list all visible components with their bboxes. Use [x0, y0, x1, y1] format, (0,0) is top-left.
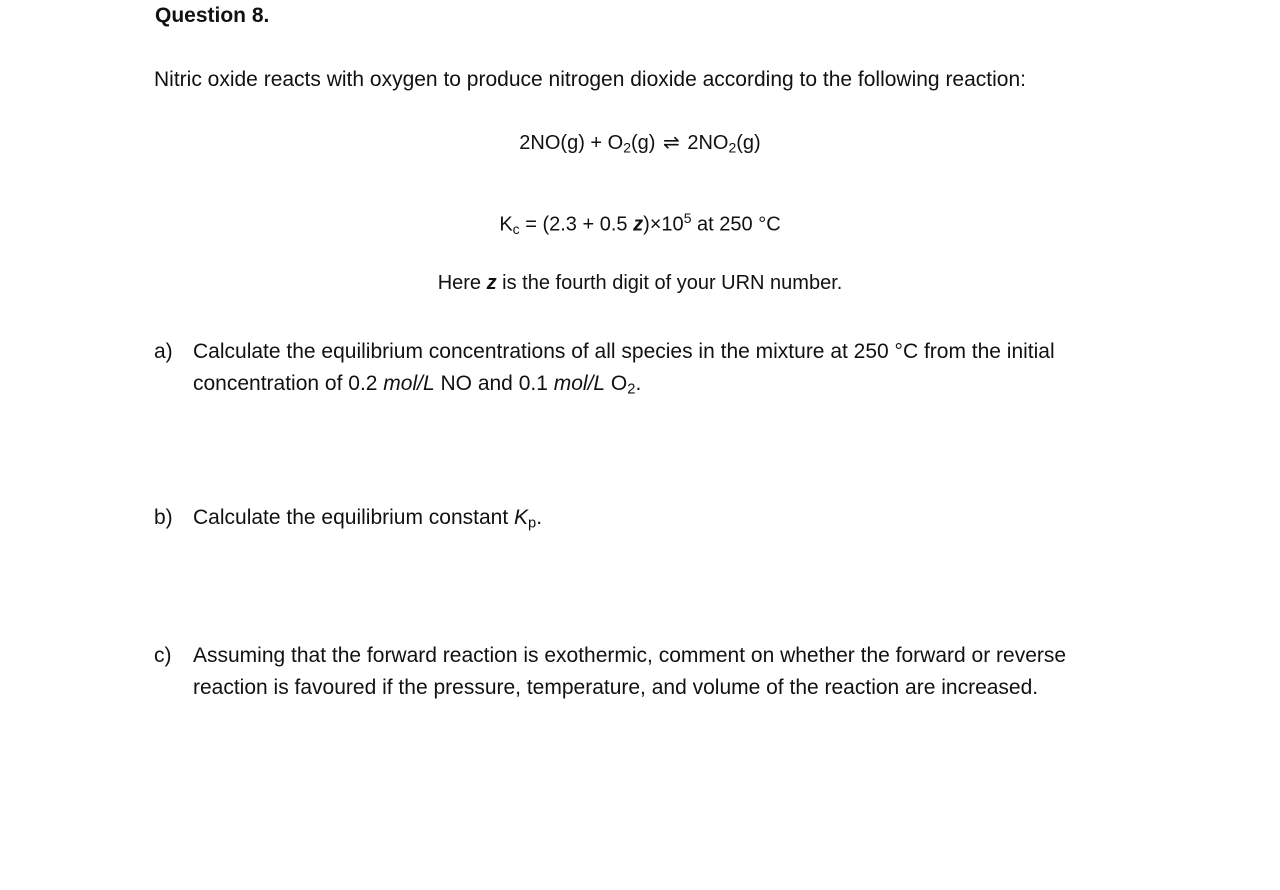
equation-lhs: 2NO(g) + O: [519, 132, 624, 154]
kc-expression-2: )×10: [643, 213, 684, 236]
kc-temperature: at 250 °C: [691, 213, 781, 236]
part-a-unit-1: mol/L: [383, 371, 435, 395]
part-b-text-1: Calculate the equilibrium constant: [193, 506, 515, 529]
part-a-subscript: 2: [627, 381, 636, 398]
part-c-label: c): [154, 644, 172, 667]
part-b: [154, 502, 1124, 540]
equation-rhs: 2NO: [687, 132, 729, 154]
equation-rhs-subscript: 2: [728, 139, 737, 156]
part-b-text: [193, 502, 1124, 540]
part-c-text: Assuming that the forward reaction is exothermic, comment on whether the forward or reverse reaction is favoured if the pressure, temperature, and volume of the reaction are increased.: [193, 644, 1067, 699]
part-a-unit-2: mol/L: [553, 371, 606, 395]
part-a-text-4: .: [635, 371, 642, 395]
part-a-label: a): [154, 340, 173, 363]
kc-subscript: c: [512, 221, 520, 238]
question-intro: Nitric oxide reacts with oxygen to produce nitrogen dioxide according to the following reaction:: [154, 68, 1026, 91]
part-a-text: [193, 336, 1124, 406]
kc-exponent: 5: [683, 210, 692, 226]
part-b-k-symbol: K: [514, 506, 529, 529]
equilibrium-constant-expression: [0, 210, 1280, 237]
part-c: [154, 640, 1124, 703]
kc-expression: = (2.3 + 0.5: [519, 213, 634, 236]
part-b-label: b): [154, 506, 173, 529]
urn-note: [0, 272, 1280, 295]
part-a-text-2: NO and 0.1: [434, 371, 554, 395]
equilibrium-arrow-icon: ⇌: [663, 132, 680, 154]
question-title: Question 8.: [155, 4, 270, 27]
equation-lhs-subscript: 2: [623, 139, 631, 156]
part-b-tail: .: [536, 506, 543, 529]
note-variable: z: [486, 272, 497, 294]
part-a-text-1: Calculate the equilibrium concentrations of all species in the mixture at 250 °C from the initial concentration of 0.2: [193, 340, 1055, 395]
equation-rhs-state: (g): [736, 132, 761, 154]
equation-lhs-state: (g): [631, 132, 656, 154]
kc-variable: z: [633, 213, 644, 236]
chemical-equation: [0, 130, 1280, 156]
note-pre: Here: [437, 272, 487, 294]
part-a: [154, 336, 1124, 406]
note-post: is the fourth digit of your URN number.: [496, 272, 843, 294]
part-b-k-subscript: p: [528, 515, 537, 532]
part-a-text-3: O: [605, 371, 628, 395]
kc-symbol: K: [499, 213, 513, 236]
